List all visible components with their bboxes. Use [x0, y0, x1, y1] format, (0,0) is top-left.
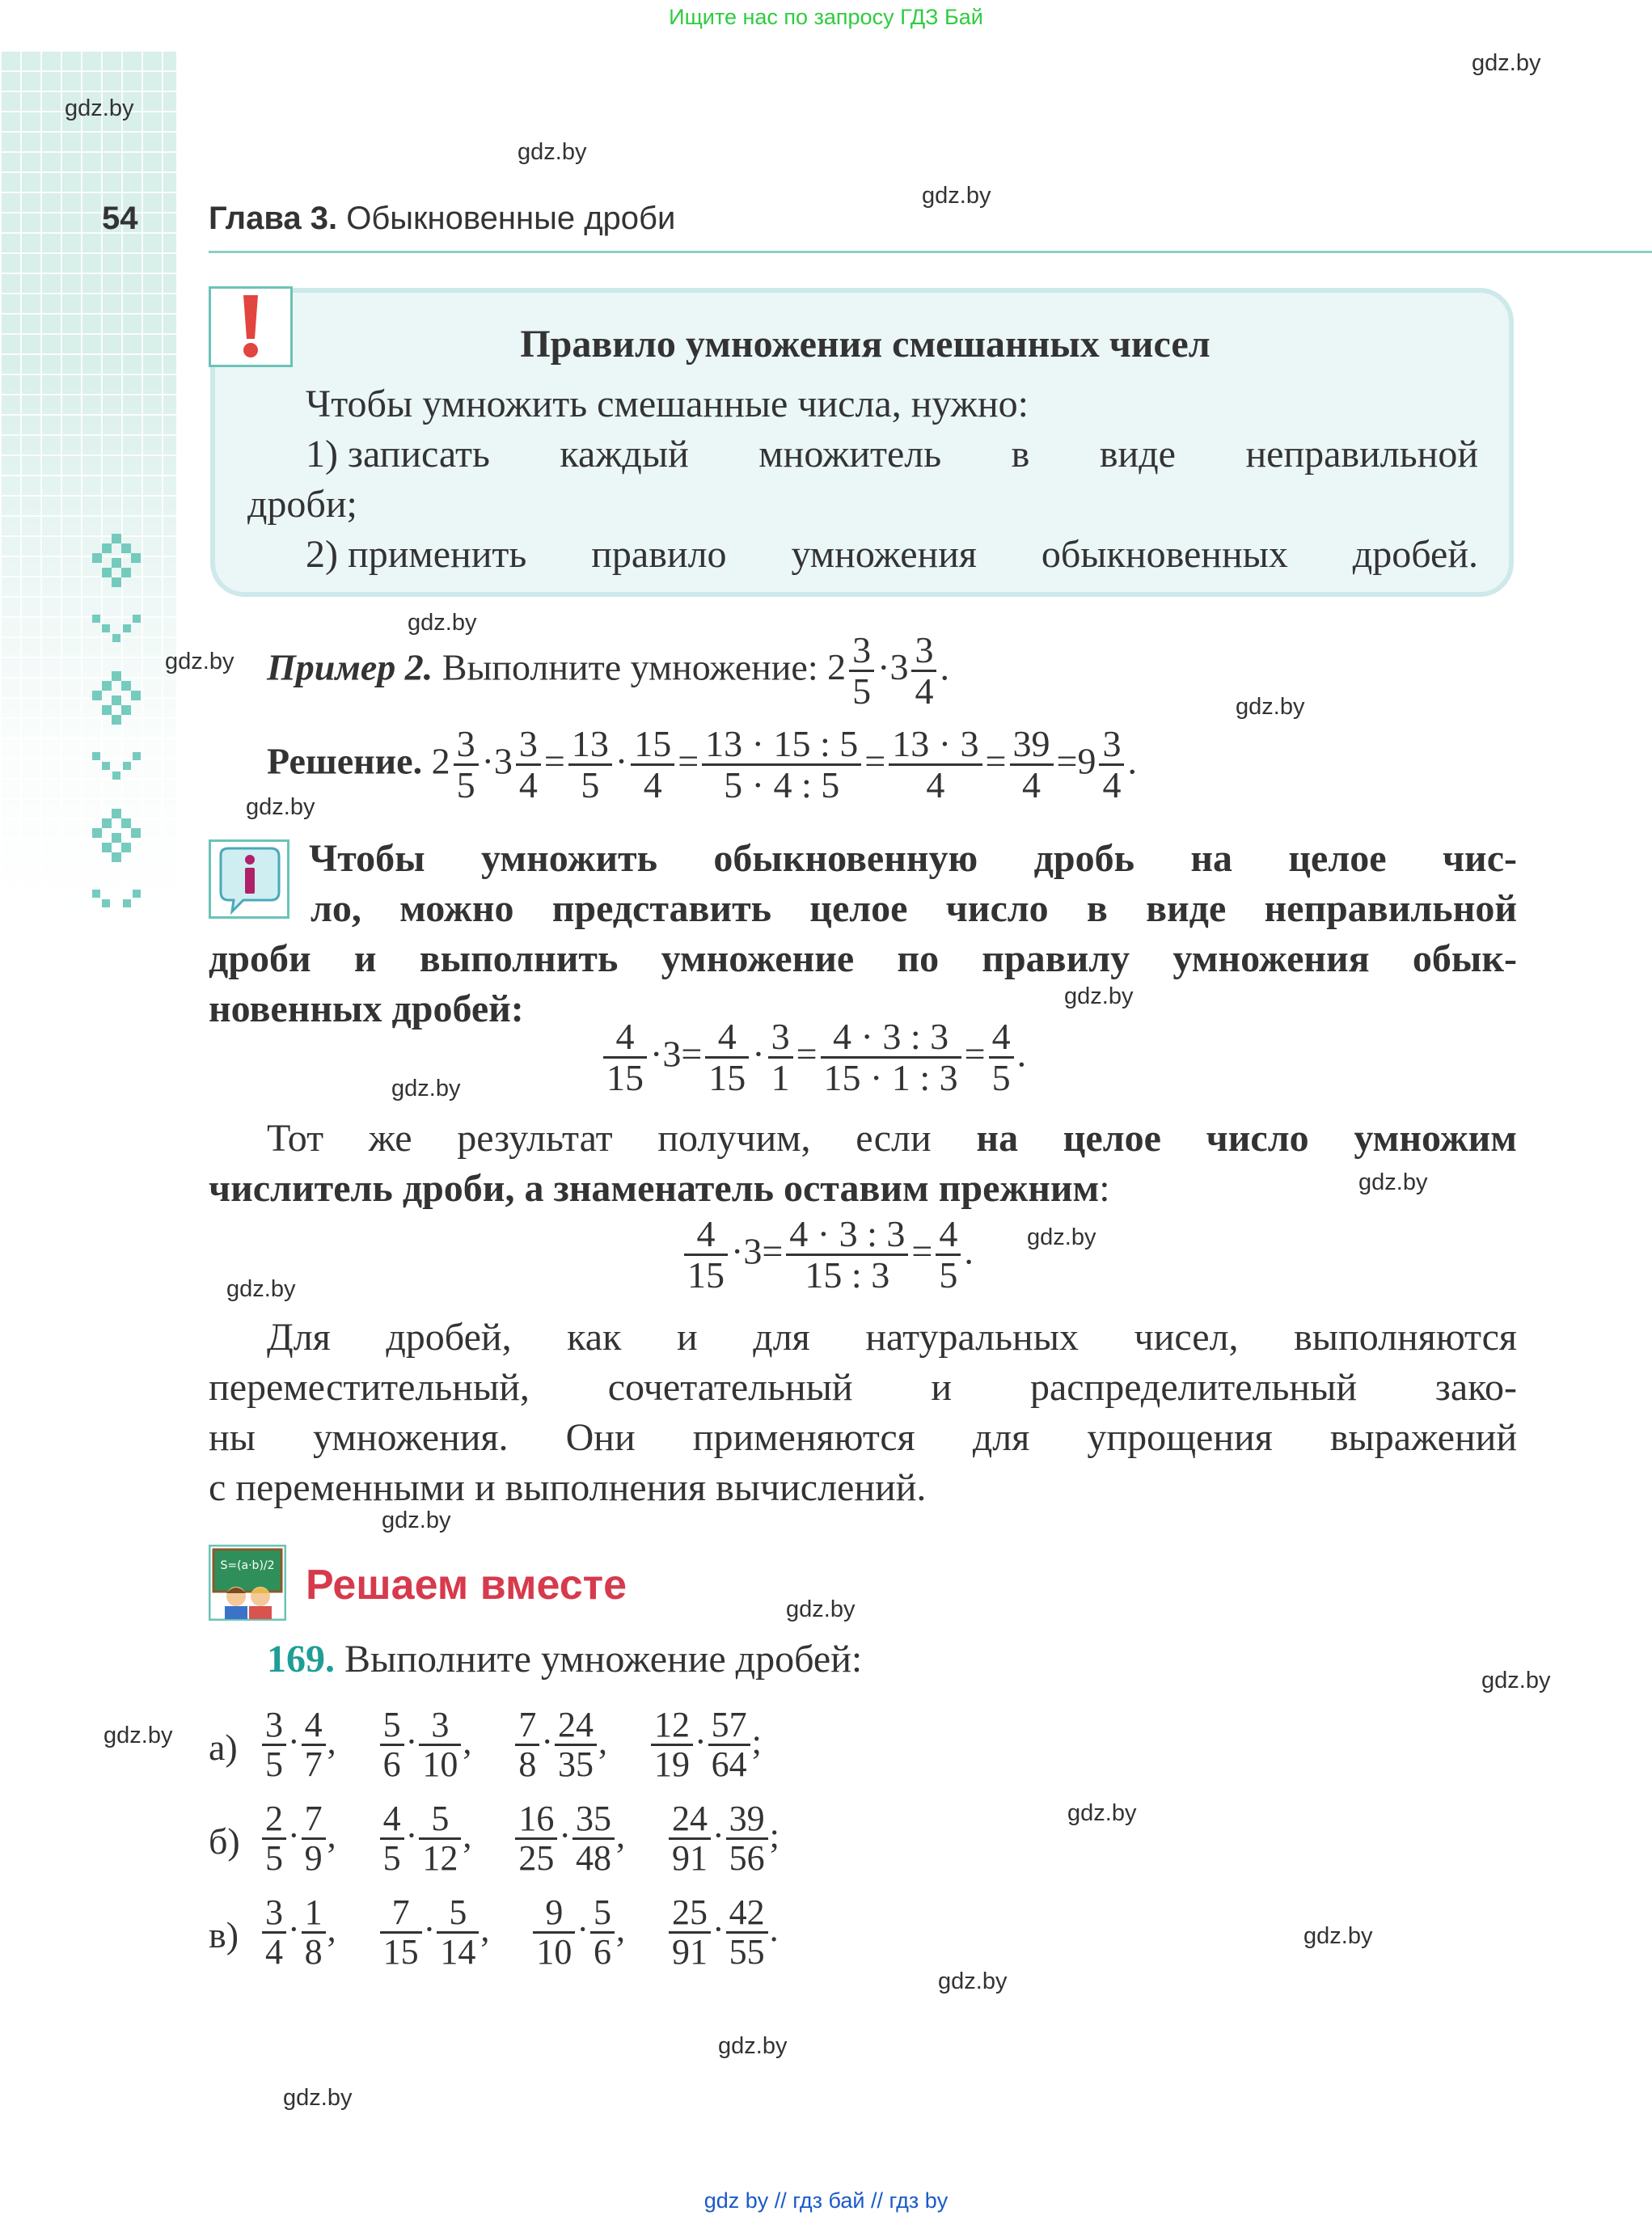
denominator: 55	[729, 1932, 765, 1972]
product-item: $\frac{7}{15}$ · $\frac{5}{14}$ ,	[378, 1909, 490, 1949]
numerator: 35	[572, 1800, 615, 1840]
watermark: gdz.by	[382, 1507, 451, 1533]
fraction	[726, 1800, 768, 1877]
numerator: 3	[262, 1706, 286, 1746]
product-item: $\frac{7}{8}$ · $\frac{24}{35}$ ,	[513, 1722, 607, 1761]
same-result-colon: :	[1099, 1167, 1110, 1210]
numerator: 5	[419, 1800, 461, 1840]
numerator: 24	[555, 1706, 597, 1746]
denominator: 15	[382, 1932, 419, 1972]
numerator: 7	[302, 1800, 326, 1840]
example-line: Пример 2. Выполните умножение: 2 $\frac{3}{5}$ ·3 $\frac{3}{4}$ .	[267, 629, 949, 712]
rule-item-2-number: 2)	[306, 533, 338, 576]
exercise-number: 169.	[267, 1638, 335, 1681]
numerator: 4	[380, 1800, 404, 1840]
watermark: gdz.by	[718, 2033, 788, 2059]
solution-line: Решение. 2 $\frac{3}{5}$ ·3 $\frac{3}{4}$ = $\frac{13}{5}$ · $\frac{15}{4}$ = $\frac{13 \cdot 15 : 5}{5 \cdot 4 : 5}$ = $\frac{13 \cdot 3}{4}$ = $\frac{39}{4}$ =9 $\frac{3}{4}$ .	[267, 723, 1137, 806]
denominator: 64	[711, 1744, 747, 1785]
denominator: 4	[265, 1932, 283, 1972]
example-label: Пример 2.	[267, 646, 433, 688]
watermark: gdz.by	[1064, 983, 1134, 1009]
watermark: gdz.by	[1067, 1800, 1137, 1826]
laws-line-3: ны умножения. Они применяются для упрощения выражений	[209, 1416, 1517, 1459]
product-item: $\frac{16}{25}$ · $\frac{35}{48}$ ,	[513, 1816, 625, 1855]
denominator: 48	[575, 1838, 611, 1879]
numerator: 12	[651, 1706, 693, 1746]
denominator: 14	[440, 1932, 476, 1972]
numerator: 5	[590, 1894, 615, 1934]
denominator: 10	[422, 1744, 458, 1785]
exercise-row-label: б)	[209, 1820, 240, 1862]
exercise-row	[260, 1894, 779, 1971]
denominator: 6	[593, 1932, 611, 1972]
watermark: gdz.by	[65, 95, 134, 121]
fraction	[533, 1894, 575, 1971]
watermark: gdz.by	[1027, 1224, 1096, 1250]
watermark: gdz.by	[1236, 694, 1305, 720]
exercise-text: Выполните умножение дробей:	[344, 1638, 863, 1681]
denominator: 19	[653, 1744, 690, 1785]
watermark: gdz.by	[1472, 50, 1541, 76]
numerator: 7	[515, 1706, 539, 1746]
rule-intro: Чтобы умножить смешанные числа, нужно:	[306, 383, 1029, 425]
numerator: 5	[380, 1706, 404, 1746]
row-end-mark: ;	[751, 1721, 762, 1761]
header-divider	[209, 251, 1652, 253]
watermark: gdz.by	[938, 1968, 1008, 1994]
fraction	[669, 1800, 711, 1877]
fraction	[572, 1800, 615, 1877]
numerator: 24	[669, 1800, 711, 1840]
product-item: $\frac{2}{5}$ · $\frac{7}{9}$ ,	[260, 1816, 336, 1855]
product-item: $\frac{4}{5}$ · $\frac{5}{12}$ ,	[378, 1816, 472, 1855]
exercise-row-label: в)	[209, 1914, 239, 1956]
same-result-plain: Тот же результат получим, если	[267, 1117, 932, 1160]
denominator: 10	[536, 1932, 572, 1972]
watermark: gdz.by	[1358, 1169, 1428, 1195]
fraction	[590, 1894, 615, 1971]
denominator: 9	[304, 1838, 323, 1879]
info-line-4: новенных дробей:	[209, 987, 524, 1030]
formula-2: $\frac{4}{15}$ ·3= $\frac{4 \cdot 3 : 3}{15 : 3}$ = $\frac{4}{5}$ .	[681, 1215, 974, 1296]
watermark: gdz.by	[104, 1723, 173, 1748]
denominator: 5	[265, 1838, 283, 1879]
side-ornament-icon	[87, 534, 146, 914]
fraction	[555, 1706, 597, 1783]
fraction	[419, 1706, 461, 1783]
info-icon	[209, 839, 289, 919]
chapter-title: Обыкновенные дроби	[346, 201, 676, 236]
numerator: 57	[708, 1706, 750, 1746]
watermark: gdz.by	[408, 610, 477, 636]
laws-line-2: переместительный, сочетательный и распределительный зако-	[209, 1366, 1517, 1409]
watermark: gdz.by	[165, 649, 234, 674]
info-line-3: дроби и выполнить умножение по правилу умножения обык-	[209, 937, 1517, 980]
rule-title: Правило умножения смешанных чисел	[520, 323, 1210, 366]
numerator: 42	[726, 1894, 768, 1934]
numerator: 9	[533, 1894, 575, 1934]
chapter-label: Глава 3.	[209, 201, 338, 236]
watermark: gdz.by	[391, 1076, 461, 1101]
top-search-link[interactable]: Ищите нас по запросу ГДЗ Бай	[669, 5, 983, 29]
exercise-row-label: а)	[209, 1727, 238, 1768]
watermark: gdz.by	[518, 139, 587, 165]
watermark: gdz.by	[226, 1276, 296, 1302]
denominator: 8	[518, 1744, 537, 1785]
bottom-links[interactable]: gdz by // гдз бай // гдз by	[703, 2188, 949, 2213]
important-icon	[209, 286, 293, 367]
fraction	[380, 1800, 404, 1877]
denominator: 5	[265, 1744, 283, 1785]
numerator: 3	[262, 1894, 286, 1934]
row-end-mark: .	[769, 1909, 779, 1949]
fraction	[419, 1800, 461, 1877]
laws-line-4: с переменными и выполнения вычислений.	[209, 1466, 927, 1509]
denominator: 7	[304, 1744, 323, 1785]
numerator: 7	[380, 1894, 422, 1934]
page-number: 54	[102, 201, 138, 236]
numerator: 5	[437, 1894, 479, 1934]
fraction	[380, 1706, 404, 1783]
numerator: 3	[419, 1706, 461, 1746]
denominator: 8	[304, 1932, 323, 1972]
fraction	[262, 1706, 286, 1783]
rule-item-1-cont: дроби;	[247, 483, 357, 526]
chapter-heading	[209, 201, 675, 237]
numerator: 1	[302, 1894, 326, 1934]
numerator: 16	[515, 1800, 557, 1840]
exercise-row	[260, 1706, 762, 1783]
numerator: 25	[669, 1894, 711, 1934]
solution-label: Решение.	[267, 740, 423, 782]
numerator: 4	[302, 1706, 326, 1746]
fraction	[262, 1800, 286, 1877]
rule-item-1: записать каждый множитель в виде неправильной	[348, 433, 1478, 476]
product-item: $\frac{24}{91}$ · $\frac{39}{56}$ ;	[667, 1816, 780, 1855]
denominator: 25	[518, 1838, 555, 1879]
denominator: 56	[729, 1838, 765, 1879]
info-line-1: Чтобы умножить обыкновенную дробь на целое чис-	[309, 837, 1517, 880]
product-item: $\frac{12}{19}$ · $\frac{57}{64}$ ;	[649, 1722, 762, 1761]
exercise-heading	[267, 1637, 862, 1681]
fraction	[708, 1706, 750, 1783]
example-text: Выполните умножение:	[442, 646, 818, 688]
fraction	[515, 1800, 557, 1877]
fraction	[302, 1894, 326, 1971]
denominator: 91	[671, 1932, 708, 1972]
fraction	[437, 1894, 479, 1971]
product-item: $\frac{3}{4}$ · $\frac{1}{8}$ ,	[260, 1909, 336, 1949]
denominator: 12	[422, 1838, 458, 1879]
denominator: 6	[382, 1744, 401, 1785]
fraction	[651, 1706, 693, 1783]
teaching-board-icon	[209, 1545, 286, 1621]
fraction	[515, 1706, 539, 1783]
same-result-bold: на целое число умножим	[976, 1117, 1517, 1160]
denominator: 91	[671, 1838, 708, 1879]
board-formula: S=(a·b)/2	[220, 1559, 275, 1572]
fraction	[302, 1800, 326, 1877]
product-item: $\frac{5}{6}$ · $\frac{3}{10}$ ,	[378, 1722, 472, 1761]
numerator: 39	[726, 1800, 768, 1840]
watermark: gdz.by	[246, 794, 315, 820]
formula-1: $\frac{4}{15}$ ·3= $\frac{4}{15}$ · $\frac{3}{1}$ = $\frac{4 \cdot 3 : 3}{15 \cdot 1 : 3}$ = $\frac{4}{5}$ .	[600, 1017, 1026, 1098]
product-item: $\frac{3}{5}$ · $\frac{4}{7}$ ,	[260, 1722, 336, 1761]
laws-line-1: Для дробей, как и для натуральных чисел, выполняются	[267, 1316, 1517, 1359]
same-result-line-1	[267, 1116, 1517, 1161]
denominator: 35	[557, 1744, 594, 1785]
fraction	[262, 1894, 286, 1971]
info-line-2: ло, можно представить целое число в виде неправильной	[311, 887, 1517, 930]
product-item: $\frac{9}{10}$ · $\frac{5}{6}$ ,	[531, 1909, 625, 1949]
fraction	[669, 1894, 711, 1971]
rule-item-2: применить правило умножения обыкновенных дробей.	[348, 533, 1478, 576]
product-item: $\frac{25}{91}$ · $\frac{42}{55}$ .	[667, 1909, 779, 1949]
row-end-mark: ;	[769, 1815, 780, 1855]
fraction	[302, 1706, 326, 1783]
mixed-number: 3 $\frac{3}{4}$	[889, 646, 940, 687]
section-title: Решаем вместе	[306, 1562, 627, 1609]
denominator: 5	[382, 1838, 401, 1879]
watermark: gdz.by	[1481, 1668, 1551, 1693]
watermark: gdz.by	[1303, 1923, 1373, 1949]
exercise-row	[260, 1800, 780, 1877]
fraction	[380, 1894, 422, 1971]
fraction	[726, 1894, 768, 1971]
rule-item-1-number: 1)	[306, 433, 338, 476]
same-result-line-2	[209, 1166, 1110, 1211]
watermark: gdz.by	[786, 1596, 856, 1622]
mixed-number: 2 $\frac{3}{5}$	[827, 646, 877, 687]
watermark: gdz.by	[283, 2085, 353, 2111]
numerator: 2	[262, 1800, 286, 1840]
same-result-bold-2: числитель дроби, а знаменатель оставим прежним	[209, 1167, 1100, 1210]
watermark: gdz.by	[922, 183, 991, 209]
